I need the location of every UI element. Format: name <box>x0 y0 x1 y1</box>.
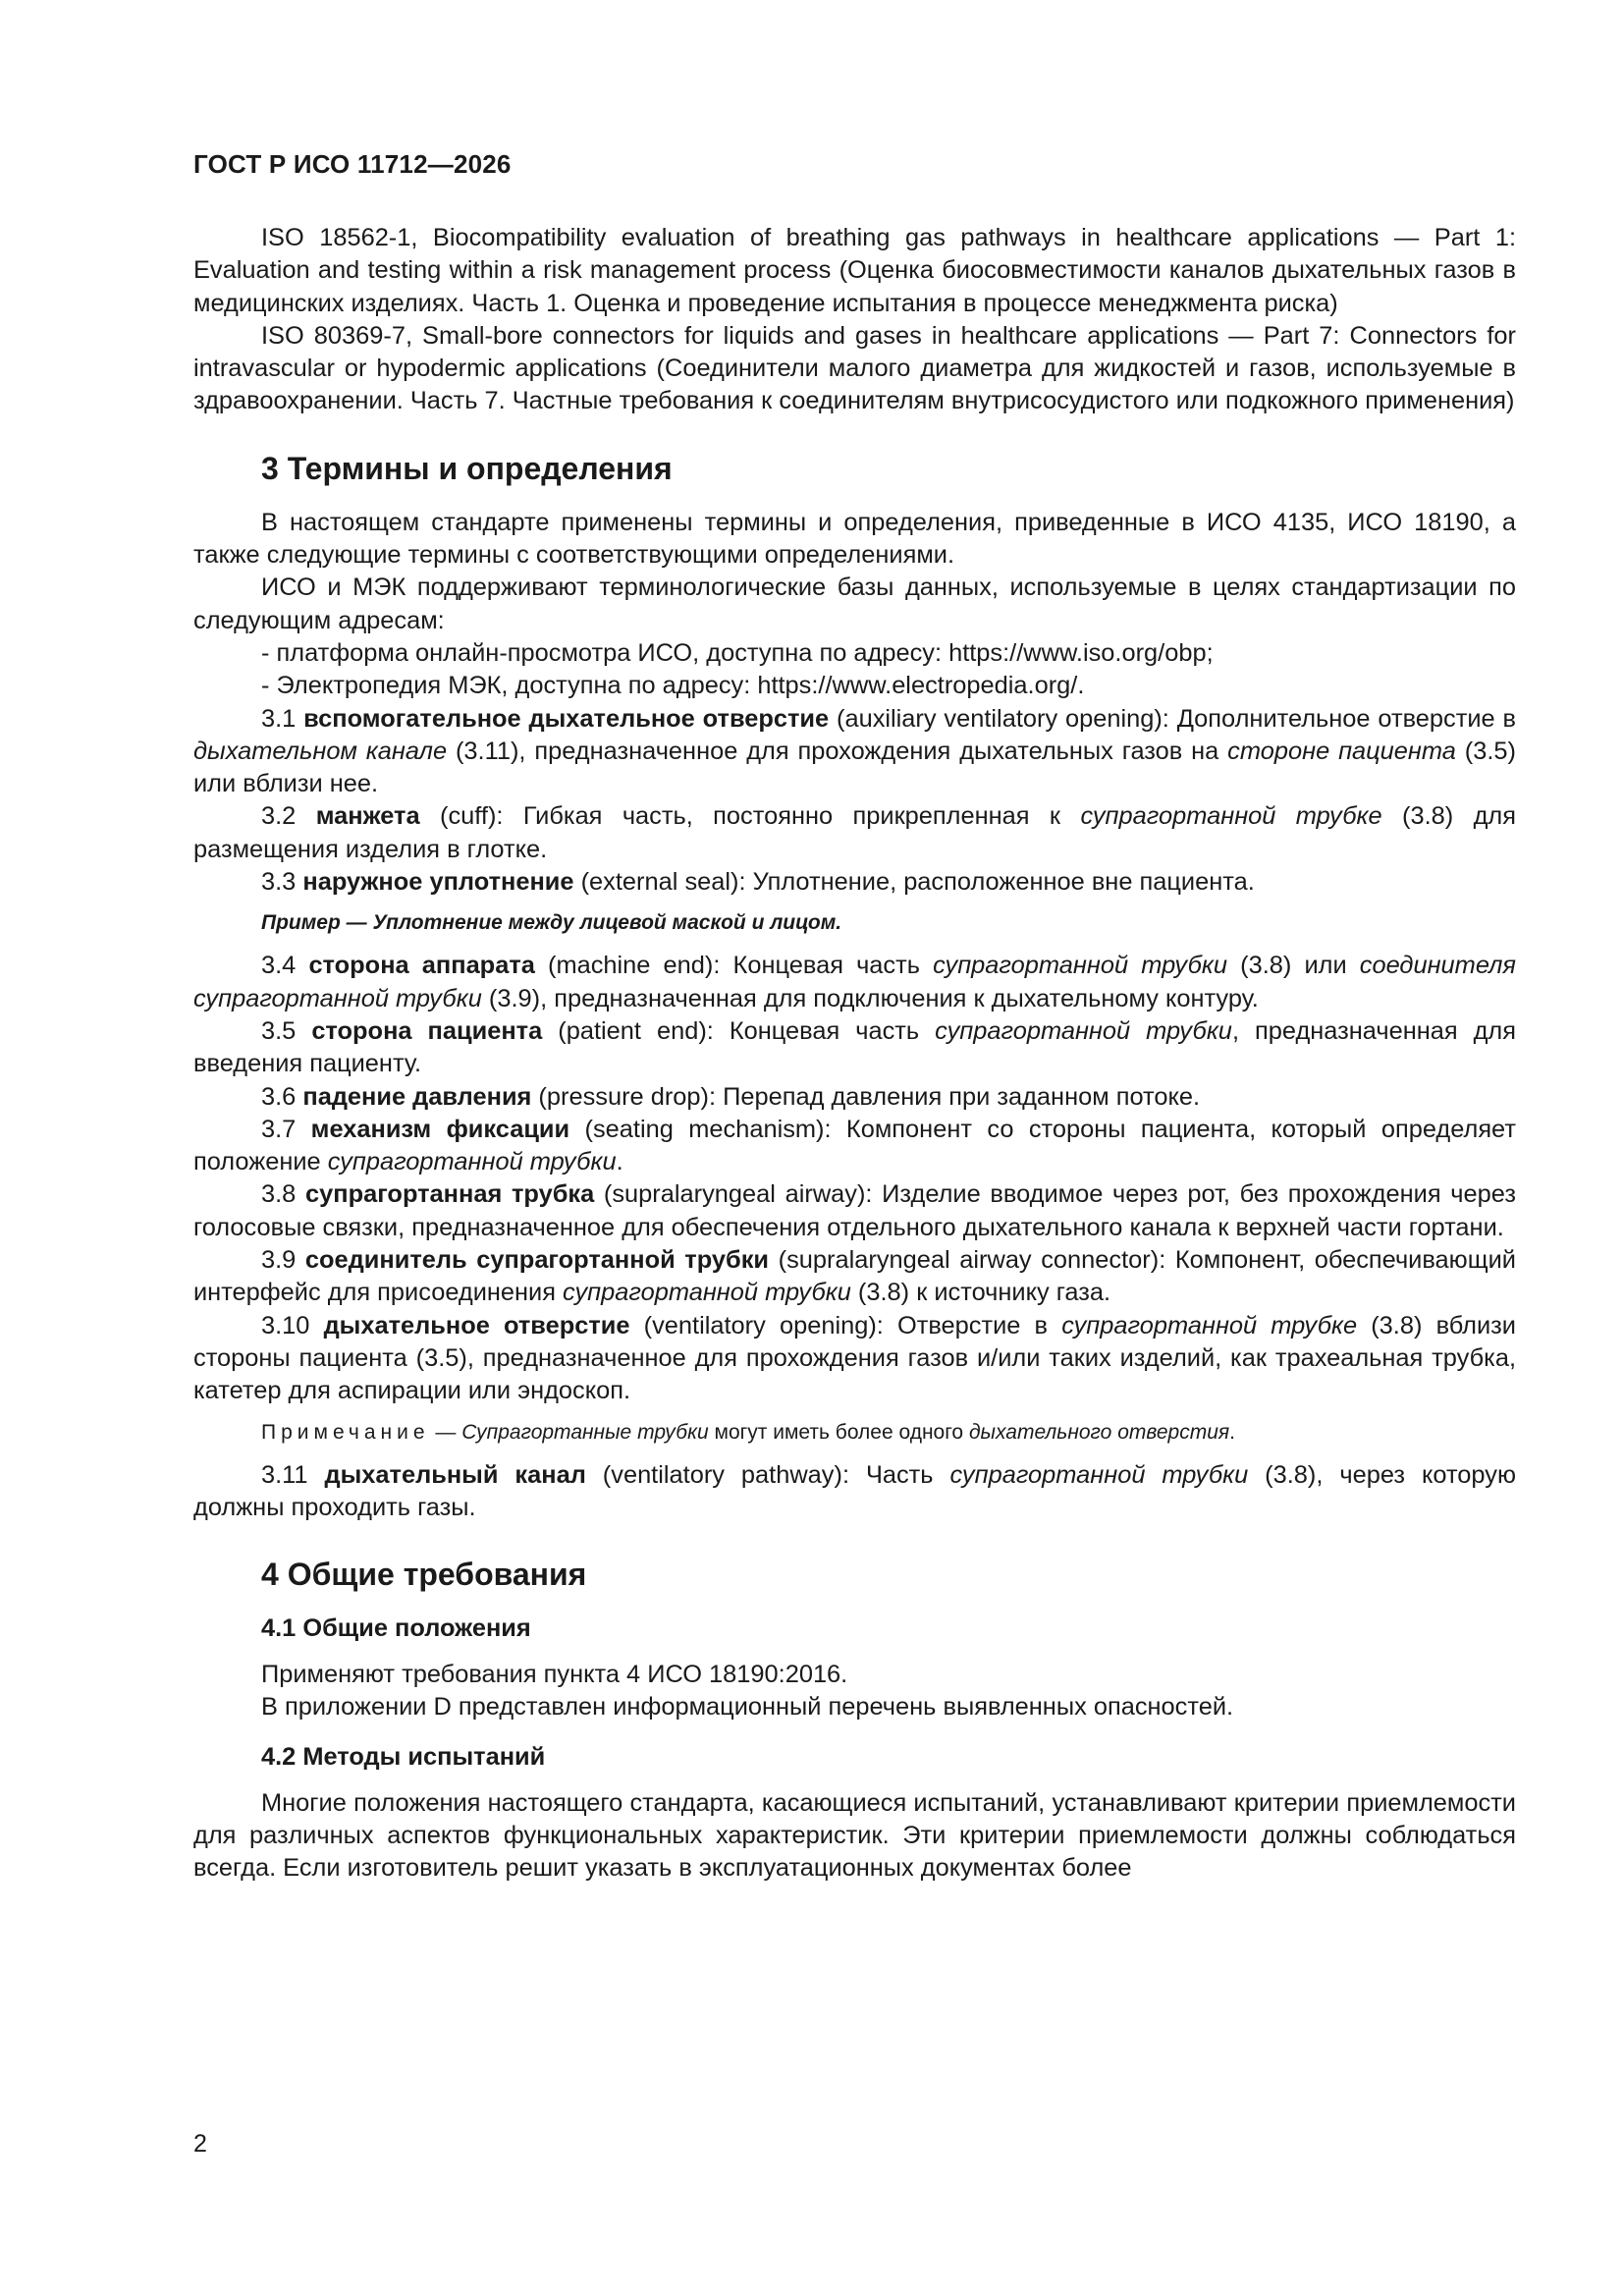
note-reference: дыхательного отверстия <box>968 1420 1230 1444</box>
term-3-6 <box>193 1081 1516 1114</box>
term-definition: (3.11), предназначенное для прохождения дыхательных газов на <box>447 737 1228 765</box>
term-3-2 <box>193 800 1516 866</box>
term-name: падение давления <box>302 1082 532 1111</box>
term-reference: супрагортанной трубки <box>935 1016 1232 1045</box>
term-number: 3.2 <box>261 802 297 831</box>
term-definition: (3.5) или вблизи нее. <box>193 737 1516 798</box>
term-name: супрагортанная трубка <box>304 1180 595 1209</box>
term-name: механизм фиксации <box>310 1115 570 1143</box>
term-reference: дыхательном канале <box>193 737 448 765</box>
document-header: ГОСТ Р ИСО 11712—2026 <box>193 149 512 179</box>
term-reference: супрагортанной трубки <box>933 952 1227 980</box>
note-text: — <box>429 1420 462 1444</box>
section-4-1-text-2: В приложении D представлен информационный перечень выявленных опасностей. <box>261 1693 1234 1722</box>
note-text: . <box>1229 1420 1235 1444</box>
term-definition: (patient end): Концевая часть <box>542 1016 936 1045</box>
term-name: дыхательное отверстие <box>323 1311 630 1339</box>
term-reference: соединителя супрагортанной трубки <box>193 952 1516 1012</box>
note-label: Примечание <box>261 1420 430 1444</box>
term-3-10 <box>193 1310 1516 1408</box>
term-definition: (external seal): Уплотнение, расположенное вне пациента. <box>573 868 1255 897</box>
term-3-7 <box>193 1114 1516 1179</box>
term-name: соединитель супрагортанной трубки <box>304 1246 770 1275</box>
term-3-8 <box>193 1178 1516 1244</box>
term-number: 3.6 <box>261 1082 297 1111</box>
term-3-3 <box>193 866 1516 899</box>
note-text: могут иметь более одного <box>708 1420 969 1444</box>
term-3-11 <box>193 1459 1516 1525</box>
term-number: 3.10 <box>261 1311 310 1339</box>
term-definition: (auxiliary ventilatory opening): Дополнительное отверстие в <box>829 704 1516 733</box>
term-name: сторона пациента <box>311 1016 543 1045</box>
term-3-1 <box>193 703 1516 801</box>
page-number: 2 <box>193 2130 207 2158</box>
term-reference: супрагортанной трубке <box>1080 802 1382 831</box>
term-number: 3.9 <box>261 1246 297 1275</box>
term-definition: (3.8) вблизи стороны пациента (3.5), предназначенное для прохождения газов и/или таких изделий, как трахеальная трубка, катетер для аспирации или эндоскоп. <box>193 1311 1516 1405</box>
term-reference: супрагортанной трубке <box>1061 1311 1358 1339</box>
section-3-intro-2: ИСО и МЭК поддерживают терминологические базы данных, используемые в целях стандартизации по следующим адресам: <box>193 574 1516 634</box>
section-4-2-heading: 4.2 Методы испытаний <box>261 1742 546 1771</box>
term-definition: (ventilatory opening): Отверстие в <box>629 1311 1062 1339</box>
term-number: 3.7 <box>261 1115 297 1143</box>
section-3-intro-1: В настоящем стандарте применены термины и определения, приведенные в ИСО 4135, ИСО 18190, а также следующие термины с соответствующими определениями. <box>193 508 1516 570</box>
term-reference: супрагортанной трубки <box>949 1460 1249 1489</box>
term-definition: (3.9), предназначенная для подключения к дыхательному контуру. <box>481 984 1259 1012</box>
term-name: манжета <box>315 802 420 831</box>
term-number: 3.5 <box>261 1016 297 1045</box>
term-definition: (pressure drop): Перепад давления при заданном потоке. <box>531 1082 1201 1111</box>
term-definition: (3.8) для размещения изделия в глотке. <box>193 802 1516 863</box>
term-note <box>261 1418 1516 1448</box>
term-3-9 <box>193 1244 1516 1310</box>
term-name: наружное уплотнение <box>302 868 574 897</box>
term-definition: , предназначенная для введения пациенту. <box>193 1016 1516 1078</box>
reference-iso-80369-7: ISO 80369-7, Small-bore connectors for liquids and gases in healthcare applications — Part 7: Connectors for intravascular or hypodermic applications (Соединители малого диаметра для жидкостей и газов, используемые в здравоохранении. Часть 7. Частные требования к соединителям внутрисосудистого или подкожного применения) <box>193 321 1516 415</box>
term-reference: супрагортанной трубки <box>563 1279 851 1307</box>
term-reference: стороне пациента <box>1227 737 1456 765</box>
note-reference: Супрагортанные трубки <box>461 1420 709 1444</box>
reference-iso-18562-1: ISO 18562-1, Biocompatibility evaluation of breathing gas pathways in healthcare applications — Part 1: Evaluation and testing within a risk management process (Оценка биосовместимости каналов дыхательных газов в медицинских изделиях. Часть 1. Оценка и проведение испытания в процессе менеджмента риска) <box>193 224 1516 317</box>
term-name: сторона аппарата <box>308 952 535 980</box>
list-item: - платформа онлайн-просмотра ИСО, доступна по адресу: https://www.iso.org/obp; <box>261 638 1214 667</box>
document-body <box>193 222 1516 1886</box>
term-example: Пример — Уплотнение между лицевой маской и лицом. <box>261 911 842 935</box>
term-number: 3.3 <box>261 868 297 897</box>
term-definition: (ventilatory pathway): Часть <box>585 1460 950 1489</box>
term-definition: (3.8), через которую должны проходить газы. <box>193 1460 1516 1521</box>
section-4-2-text: Многие положения настоящего стандарта, касающиеся испытаний, устанавливают критерии приемлемости для различных аспектов функциональных характеристик. Эти критерии приемлемости должны соблюдаться всегда. Если изготовитель решит указать в эксплуатационных документах более <box>193 1788 1516 1883</box>
term-definition: (seating mechanism): Компонент со стороны пациента, который определяет положение <box>193 1115 1516 1176</box>
term-name: вспомогательное дыхательное отверстие <box>303 704 830 733</box>
section-4-1-heading: 4.1 Общие положения <box>261 1614 531 1643</box>
term-definition: (machine end): Концевая часть <box>534 952 934 980</box>
term-definition: (supralaryngeal airway): Изделие вводимое через рот, без прохождения через голосовые связки, предназначенное для обеспечения отдельного дыхательного канала к верхней части гортани. <box>193 1180 1516 1241</box>
section-3-heading: 3 Термины и определения <box>261 450 673 486</box>
term-definition: (3.8) или <box>1227 952 1360 980</box>
term-3-4 <box>193 950 1516 1015</box>
section-4-heading: 4 Общие требования <box>261 1557 587 1593</box>
term-name: дыхательный канал <box>324 1460 586 1489</box>
term-3-5 <box>193 1015 1516 1081</box>
term-definition: (3.8) к источнику газа. <box>850 1279 1111 1307</box>
term-number: 3.1 <box>261 704 297 733</box>
term-reference: супрагортанной трубки <box>327 1148 617 1176</box>
term-definition: (cuff): Гибкая часть, постоянно прикрепленная к <box>419 802 1081 831</box>
section-4-1-text-1: Применяют требования пункта 4 ИСО 18190:2016. <box>261 1661 848 1689</box>
term-number: 3.8 <box>261 1180 297 1209</box>
term-number: 3.4 <box>261 952 297 980</box>
term-definition: (supralaryngeal airway connector): Компонент, обеспечивающий интерфейс для присоединения <box>193 1246 1516 1307</box>
list-item: - Электропедия МЭК, доступна по адресу: https://www.electropedia.org/. <box>261 672 1085 700</box>
term-number: 3.11 <box>261 1460 308 1489</box>
term-definition: . <box>616 1148 623 1176</box>
